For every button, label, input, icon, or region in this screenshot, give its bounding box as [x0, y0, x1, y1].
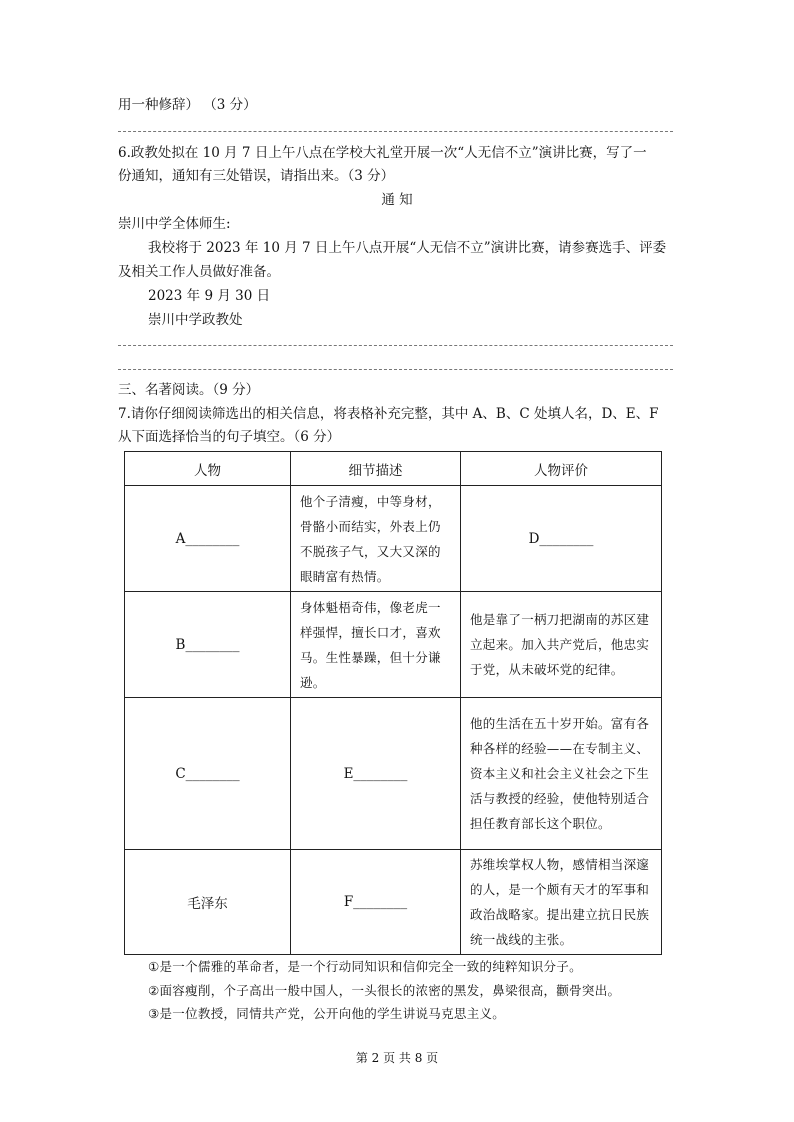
- blank-a[interactable]: A________: [125, 486, 291, 592]
- blank-c[interactable]: C________: [125, 698, 291, 850]
- answer-line[interactable]: [118, 345, 673, 346]
- notice-body-line2: 及相关工作人员做好准备。: [118, 264, 280, 280]
- answer-line[interactable]: [118, 369, 673, 370]
- q7-prompt-line1: 7.请你仔细阅读筛选出的相关信息，将表格补充完整，其中 A、B、C 处填人名，D、E、F: [118, 406, 659, 422]
- notice-body-line1: 我校将于 2023 年 10 月 7 日上午八点开展“人无信不立”演讲比赛，请参赛选手、评委: [148, 240, 667, 256]
- answer-line[interactable]: [118, 131, 673, 132]
- option-1: ①是一个儒雅的革命者，是一个行动同知识和信仰完全一致的纯粹知识分子。: [148, 959, 582, 974]
- section3-heading: 三、名著阅读。（9 分）: [118, 382, 260, 398]
- header-person: 人物: [125, 452, 291, 486]
- q5-tail-text: 用一种修辞） （3 分）: [118, 97, 257, 113]
- header-detail: 细节描述: [291, 452, 461, 486]
- page-footer: 第 2 页 共 8 页: [355, 1051, 439, 1065]
- blank-b[interactable]: B________: [125, 592, 291, 698]
- q6-prompt-line1: 6.政教处拟在 10 月 7 日上午八点在学校大礼堂开展一次“人无信不立”演讲比赛，写了一: [118, 145, 647, 161]
- notice-signature: 崇川中学政教处: [148, 312, 243, 328]
- header-evaluation: 人物评价: [461, 452, 662, 486]
- table-row: [125, 698, 662, 850]
- option-3: ③是一位教授，同情共产党，公开向他的学生讲说马克思主义。: [148, 1006, 506, 1021]
- evaluation-text: 他的生活在五十岁开始。富有各种各样的经验——在专制主义、资本主义和社会主义社会之下生活与教授的经验，使他特别适合担任教育部长这个职位。: [461, 698, 662, 850]
- person-name: 毛泽东: [125, 850, 291, 955]
- table-row: [125, 592, 662, 698]
- evaluation-text: 苏维埃掌权人物，感情相当深邃的人，是一个颇有天才的军事和政治战略家。提出建立抗日民族统一战线的主张。: [461, 850, 662, 955]
- blank-e[interactable]: E________: [291, 698, 461, 850]
- blank-d[interactable]: D________: [461, 486, 662, 592]
- notice-salutation: 崇川中学全体师生:: [118, 216, 231, 232]
- table-header-row: [125, 452, 662, 486]
- evaluation-text: 他是靠了一柄刀把湖南的苏区建立起来。加入共产党后，他忠实于党，从未破坏党的纪律。: [461, 592, 662, 698]
- table-row: [125, 486, 662, 592]
- blank-f[interactable]: F________: [291, 850, 461, 955]
- q7-prompt-line2: 从下面选择恰当的句子填空。（6 分）: [118, 429, 341, 445]
- option-2: ②面容瘦削，个子高出一般中国人，一头很长的浓密的黑发，鼻梁很高，颧骨突出。: [148, 983, 621, 998]
- notice-date: 2023 年 9 月 30 日: [148, 288, 271, 304]
- detail-text: 身体魁梧奇伟，像老虎一样强悍，擅长口才，喜欢马。生性暴躁，但十分谦逊。: [291, 592, 461, 698]
- q6-prompt-line2: 份通知，通知有三处错误，请指出来。（3 分）: [118, 168, 395, 184]
- notice-title: 通 知: [381, 192, 413, 208]
- table-row: [125, 850, 662, 955]
- detail-text: 他个子清瘦，中等身材，骨骼小而结实，外表上仍不脱孩子气，又大又深的眼睛富有热情。: [291, 486, 461, 592]
- character-table: [124, 451, 662, 955]
